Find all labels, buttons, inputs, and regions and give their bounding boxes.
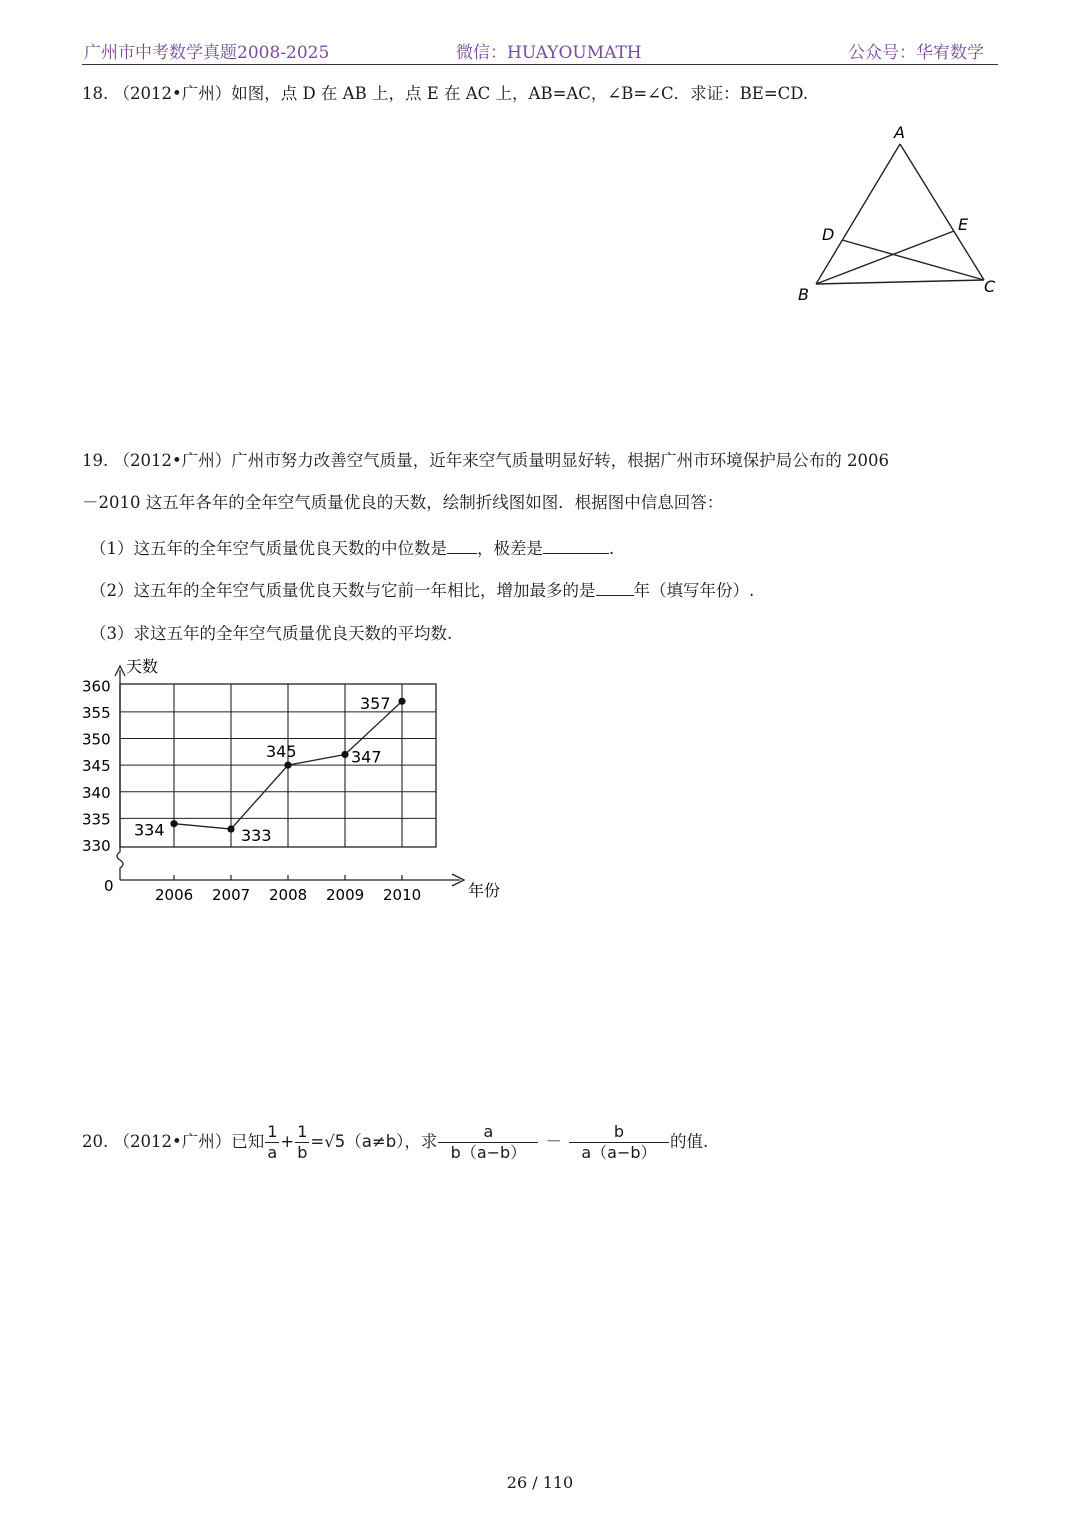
y-tick-label-340: 340 [82, 783, 111, 802]
y-tick-label-360: 360 [82, 677, 111, 696]
label-e: E [958, 215, 969, 234]
y-tick-label-330: 330 [82, 837, 111, 855]
year-blank[interactable] [596, 581, 634, 596]
q20-suffix: 的值. [669, 1132, 709, 1151]
data-label-2010: 357 [360, 694, 391, 714]
q19-part1-a: （1）这五年的全年空气质量优良天数的中位数是 [90, 539, 447, 558]
f1-den: a [267, 1143, 278, 1162]
q19-part2-a: （2）这五年的全年空气质量优良天数与它前一年相比，增加最多的是 [90, 581, 596, 600]
air-quality-line-chart [76, 648, 516, 910]
segment-be [816, 231, 954, 284]
y-tick-label-355: 355 [82, 703, 111, 722]
segment-ab [816, 144, 900, 284]
q20 [82, 1122, 708, 1163]
fraction-1-over-b [295, 1122, 309, 1163]
q20-prefix: 20. （2012•广州）已知 [82, 1132, 265, 1151]
q19-part1-b: ，极差是 [477, 539, 543, 558]
q19-part2 [90, 577, 754, 601]
f3-den: b（a−b） [450, 1143, 527, 1162]
x-tick-label-2007: 2007 [212, 886, 251, 904]
x-tick-label-2010: 2010 [383, 886, 422, 904]
header-wechat: 微信：HUAYOUMATH [456, 43, 642, 63]
x-tick-label-2006: 2006 [155, 886, 194, 904]
q20-equals-sqrt5: =√5 [310, 1132, 346, 1151]
y-axis-title: 天数 [126, 657, 159, 676]
q19-part1-c: . [609, 539, 615, 558]
q18-triangle-figure [780, 118, 1020, 318]
label-d: D [822, 225, 835, 244]
data-point-2006 [170, 820, 177, 827]
f1-num: 1 [267, 1122, 278, 1141]
origin-label: 0 [104, 877, 114, 895]
q19-line2: －2010 这五年各年的全年空气质量优良的天数，绘制折线图如图．根据图中信息回答： [82, 493, 724, 512]
fraction-1-over-a [265, 1122, 279, 1163]
data-label-2006: 334 [134, 820, 165, 840]
y-tick-label-335: 335 [82, 810, 111, 829]
q19-line1: 19. （2012•广州）广州市努力改善空气质量，近年来空气质量明显好转，根据广州市环境保护局公布的 2006 [82, 451, 889, 470]
q20-condition: （a≠b），求 [345, 1132, 438, 1151]
data-point-2007 [227, 825, 234, 832]
data-label-2009: 347 [351, 747, 382, 767]
f2-den: b [297, 1143, 308, 1162]
data-point-2008 [284, 762, 291, 769]
q19-part3: （3）求这五年的全年空气质量优良天数的平均数. [90, 624, 453, 643]
page-number: 26 / 110 [506, 1473, 574, 1492]
header-account: 公众号：华宥数学 [848, 43, 984, 63]
f2-num: 1 [297, 1122, 308, 1141]
q19-part1 [90, 535, 614, 559]
q20-plus: + [280, 1132, 295, 1151]
q19-part2-b: 年（填写年份）. [633, 581, 755, 600]
label-c: C [984, 277, 996, 296]
data-point-2010 [398, 698, 405, 705]
f4-den: a（a−b） [581, 1143, 657, 1162]
segment-bc [816, 280, 984, 284]
fraction-a-over-b [438, 1122, 538, 1163]
q20-minus: － [545, 1132, 562, 1151]
y-axis-break [117, 847, 123, 880]
y-tick-label-350: 350 [82, 730, 111, 749]
x-tick-label-2009: 2009 [326, 886, 365, 904]
f3-num: a [438, 1122, 538, 1143]
data-label-2007: 333 [241, 826, 272, 846]
y-tick-label-345: 345 [82, 757, 111, 776]
header-title: 广州市中考数学真题2008-2025 [84, 43, 330, 63]
x-tick-label-2008: 2008 [269, 886, 308, 904]
label-b: B [798, 285, 809, 304]
label-a: A [894, 123, 905, 142]
q18-text: 18. （2012•广州）如图，点 D 在 AB 上，点 E 在 AC 上，AB=AC，∠B=∠C．求证：BE=CD. [82, 84, 809, 103]
data-label-2008: 345 [266, 742, 297, 762]
page-header [82, 36, 998, 65]
f4-num: b [569, 1122, 669, 1143]
range-blank[interactable] [543, 539, 609, 554]
data-point-2009 [341, 751, 348, 758]
median-blank[interactable] [447, 539, 477, 554]
x-axis-title: 年份 [468, 881, 501, 900]
fraction-b-over-a [569, 1122, 669, 1163]
